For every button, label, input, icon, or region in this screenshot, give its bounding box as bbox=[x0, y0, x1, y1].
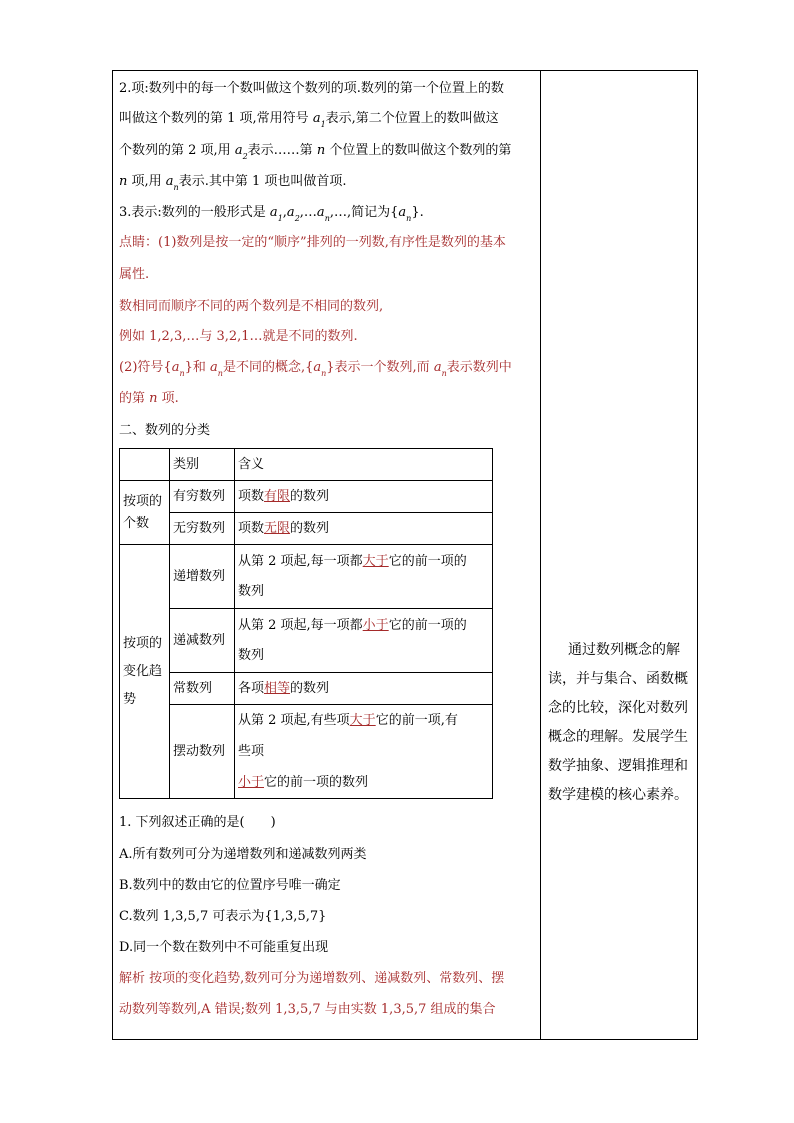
def-notation-line: 3.表示:数列的一般形式是 $a_1,a_2,\dots a_n,\dots$,简记为$\{a_n\}$. bbox=[119, 205, 424, 223]
text: 项. bbox=[157, 391, 179, 406]
row-type: 无穷数列 bbox=[170, 513, 235, 545]
option-a: A.所有数列可分为递增数列和递减数列两类 bbox=[119, 847, 367, 862]
def-term-line-3 bbox=[119, 142, 511, 166]
option-b: B.数列中的数由它的位置序号唯一确定 bbox=[119, 878, 341, 893]
def-term-line-4 bbox=[119, 173, 347, 197]
text: }和 bbox=[184, 360, 211, 375]
row-type: 有穷数列 bbox=[170, 481, 235, 513]
classification-table bbox=[119, 448, 493, 799]
sym-an: $a_n$ bbox=[313, 360, 327, 378]
option-c: C.数列 1,3,5,7 可表示为{1,3,5,7} bbox=[119, 909, 327, 924]
text: 项,用 bbox=[127, 174, 166, 189]
table-row bbox=[120, 609, 493, 673]
note-line: 数学抽象、逻辑推理和 bbox=[548, 758, 688, 774]
note-line-1: 点睛：(1)数列是按一定的“顺序”排列的一列数,有序性是数列的基本 bbox=[119, 235, 506, 250]
text: 叫做这个数列的第 1 项,常用符号 bbox=[119, 111, 313, 126]
option-d: D.同一个数在数列中不可能重复出现 bbox=[119, 940, 329, 955]
note-line-5 bbox=[119, 359, 512, 383]
table-cell bbox=[120, 449, 170, 481]
sym-a2: $a_2$ bbox=[286, 205, 300, 223]
row-meaning: 从第 2 项起,有些项大于它的前一项,有 些项 小于它的前一项的数列 bbox=[235, 705, 493, 799]
sym-an: $a_n$ bbox=[165, 174, 179, 192]
text: 个数列的第 2 项,用 bbox=[119, 143, 235, 158]
row-meaning: 各项相等的数列 bbox=[235, 673, 493, 705]
column-divider bbox=[540, 70, 541, 1040]
text: }. bbox=[411, 205, 424, 220]
note-line: 读，并与集合、函数概 bbox=[548, 671, 688, 687]
solution-line-2: 动数列等数列,A 错误;数列 1,3,5,7 与由实数 1,3,5,7 组成的集合 bbox=[119, 1002, 496, 1017]
note-line-2: 属性. bbox=[119, 267, 150, 282]
solution-line-1: 解析 按项的变化趋势,数列可分为递增数列、递减数列、常数列、摆 bbox=[119, 971, 505, 986]
sym-n: n bbox=[119, 174, 128, 189]
text: }表示一个数列,而 bbox=[326, 360, 434, 375]
sym-n: n bbox=[316, 143, 326, 158]
sym-n: n bbox=[149, 391, 158, 406]
sym-a2: $a_2$ bbox=[234, 143, 248, 161]
note-line-4: 例如 1,2,3,…与 3,2,1…就是不同的数列. bbox=[119, 329, 358, 344]
table-row bbox=[120, 705, 493, 799]
text: 表示……第 bbox=[247, 143, 317, 158]
note-line: 通过数列概念的解 bbox=[568, 642, 680, 658]
table-row bbox=[120, 545, 493, 609]
sym-an: $a_n$ bbox=[398, 205, 412, 223]
design-intent-note bbox=[548, 636, 694, 810]
question-stem: 1. 下列叙述正确的是( ) bbox=[119, 815, 276, 830]
table-header-meaning: 含义 bbox=[235, 449, 493, 481]
sym-an: $a_n$ bbox=[316, 205, 330, 223]
row-meaning: 从第 2 项起,每一项都小于它的前一项的 数列 bbox=[235, 609, 493, 673]
table-row bbox=[120, 513, 493, 545]
text: 表示数列中 bbox=[446, 360, 512, 375]
note-line: 念的比较，深化对数列 bbox=[548, 700, 688, 716]
note-line: 数学建模的核心素养。 bbox=[548, 787, 688, 803]
text: 2.项:数列中的每一个数叫做这个数列的项.数列的第一个位置上的数 bbox=[119, 81, 504, 96]
sym-an: $a_n$ bbox=[210, 360, 223, 378]
group-by-trend: 按项的变化趋势 bbox=[120, 545, 170, 799]
table-header-type: 类别 bbox=[170, 449, 235, 481]
text: 表示.其中第 1 项也叫做首项. bbox=[178, 174, 347, 189]
row-type: 递减数列 bbox=[170, 609, 235, 673]
row-meaning: 从第 2 项起,每一项都大于它的前一项的 数列 bbox=[235, 545, 493, 609]
row-meaning: 项数有限的数列 bbox=[235, 481, 493, 513]
note-line-6 bbox=[119, 390, 179, 408]
section-title: 二、数列的分类 bbox=[119, 423, 211, 438]
def-term-line-1 bbox=[119, 80, 504, 98]
def-term-line-2 bbox=[119, 110, 499, 134]
text: (2)符号{ bbox=[119, 360, 172, 375]
note-line: 概念的理解。发展学生 bbox=[548, 729, 688, 745]
table-row bbox=[120, 673, 493, 705]
group-by-count: 按项的个数 bbox=[120, 481, 170, 545]
row-type: 摆动数列 bbox=[170, 705, 235, 799]
text: 表示,第二个位置上的数叫做这 bbox=[325, 111, 499, 126]
row-type: 常数列 bbox=[170, 673, 235, 705]
sym-a1: $a_1$ bbox=[312, 111, 326, 129]
sym-a1: $a_1$ bbox=[269, 205, 283, 223]
text: 3.表示:数列的一般形式是 bbox=[119, 205, 270, 220]
text: 个位置上的数叫做这个数列的第 bbox=[325, 143, 512, 158]
row-type: 递增数列 bbox=[170, 545, 235, 609]
table-row bbox=[120, 481, 493, 513]
table-header-row bbox=[120, 449, 493, 481]
row-meaning: 项数无限的数列 bbox=[235, 513, 493, 545]
text: ,…,简记为{ bbox=[329, 205, 399, 220]
sym-an: $a_n$ bbox=[433, 360, 447, 378]
sym-an: $a_n$ bbox=[171, 360, 185, 378]
text: 的第 bbox=[119, 391, 150, 406]
text: 是不同的概念,{ bbox=[222, 360, 314, 375]
note-line-3: 数相同而顺序不同的两个数列是不相同的数列, bbox=[119, 299, 384, 314]
